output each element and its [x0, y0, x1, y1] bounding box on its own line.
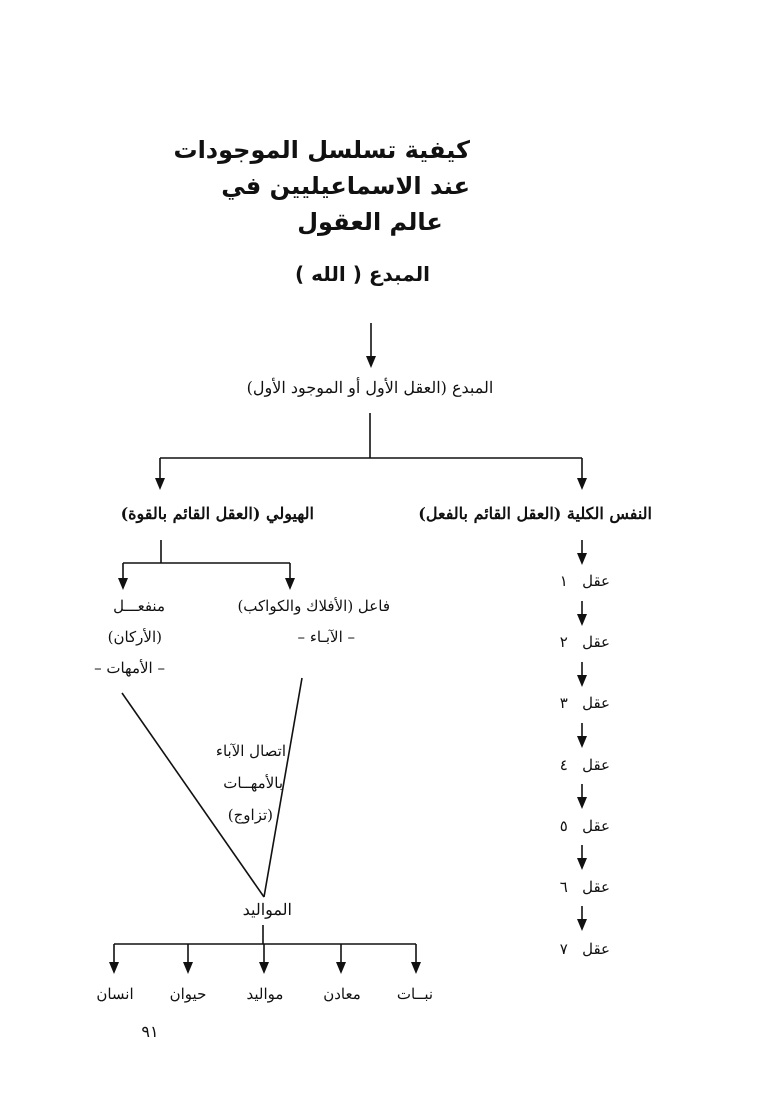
first-intellect-node: المبدع (العقل الأول أو الموجود الأول) — [246, 378, 494, 397]
agent-sub-node: – الآبـاء – — [297, 628, 355, 646]
union-line-3: (تزاوج) — [227, 806, 273, 824]
title-line-2: عند الاسماعيليين في — [221, 172, 470, 200]
intellect-item: عقل ٣ — [559, 694, 610, 712]
intellect-item: عقل ٦ — [559, 878, 610, 896]
passive-node: منفعـــل — [113, 597, 165, 615]
intellect-item: عقل ٢ — [559, 633, 610, 651]
union-line-left — [122, 693, 264, 897]
title-line-3: عالم العقول — [297, 208, 443, 236]
intellect-item: عقل ١ — [559, 572, 610, 590]
passive-sub-node-1: (الأركان) — [107, 628, 162, 646]
union-line-1: اتصال الآباء — [215, 742, 286, 760]
hyle-node: الهيولي (العقل القائم بالقوة) — [120, 504, 314, 523]
intellect-item: عقل ٥ — [559, 817, 610, 835]
leaf-minerals: معادن — [323, 985, 361, 1003]
universal-soul-node: النفس الكلية (العقل القائم بالفعل) — [418, 504, 652, 523]
intellect-item: عقل ٤ — [559, 756, 610, 774]
leaf-offspring: مواليد — [246, 985, 284, 1003]
union-line-right — [264, 678, 302, 897]
title-line-1: كيفية تسلسل الموجودات — [173, 136, 470, 164]
passive-sub-node-2: – الأمهات – — [94, 659, 165, 677]
offspring-node: المواليد — [242, 900, 292, 919]
union-line-2: بالأمهــات — [223, 774, 283, 792]
leaf-animals: حيوان — [169, 985, 207, 1003]
leaf-plants: نبــات — [396, 985, 434, 1003]
creator-node: المبدع ( الله ) — [295, 262, 430, 286]
agent-node: فاعل (الأفلاك والكواكب) — [237, 597, 390, 615]
intellect-item: عقل ٧ — [559, 940, 610, 958]
leaf-human: انسان — [96, 985, 134, 1003]
page-number: ٩١ — [141, 1022, 159, 1041]
